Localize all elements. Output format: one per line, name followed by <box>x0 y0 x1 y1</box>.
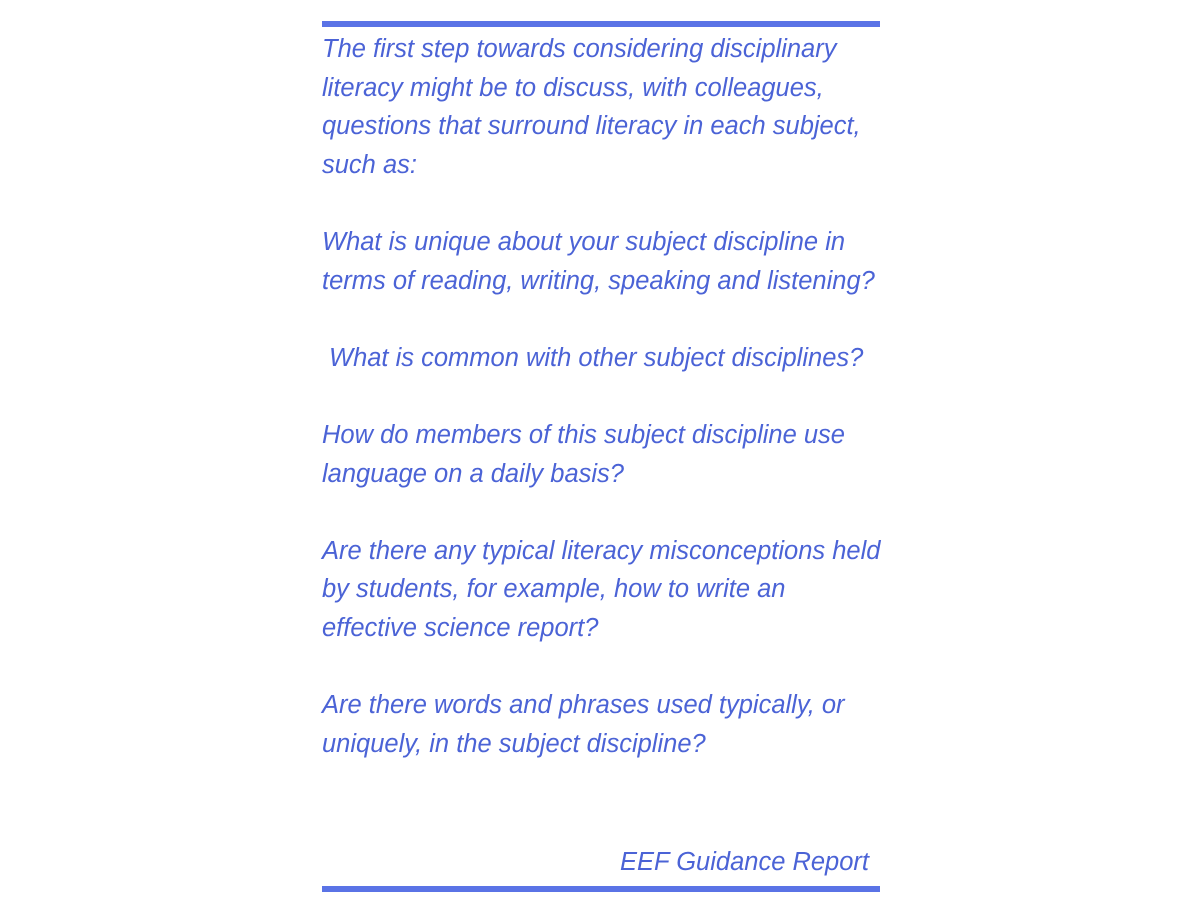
quote-block <box>322 30 882 802</box>
intro-paragraph: The first step towards considering disciplinary literacy might be to discuss, with colleagues, questions that surround literacy in each subject, such as: <box>322 35 861 179</box>
question-daily-use: How do members of this subject discipline use language on a daily basis? <box>322 420 845 488</box>
question-unique: What is unique about your subject discipline in terms of reading, writing, speaking and listening? <box>322 227 875 295</box>
question-misconceptions: Are there any typical literacy misconceptions held by students, for example, how to write an effective science report? <box>322 536 881 642</box>
attribution: EEF Guidance Report <box>620 848 869 876</box>
question-common: What is common with other subject disciplines? <box>329 343 864 372</box>
question-words-phrases: Are there words and phrases used typically, or uniquely, in the subject discipline? <box>322 691 845 758</box>
bottom-rule <box>322 886 880 892</box>
top-rule <box>322 21 880 27</box>
